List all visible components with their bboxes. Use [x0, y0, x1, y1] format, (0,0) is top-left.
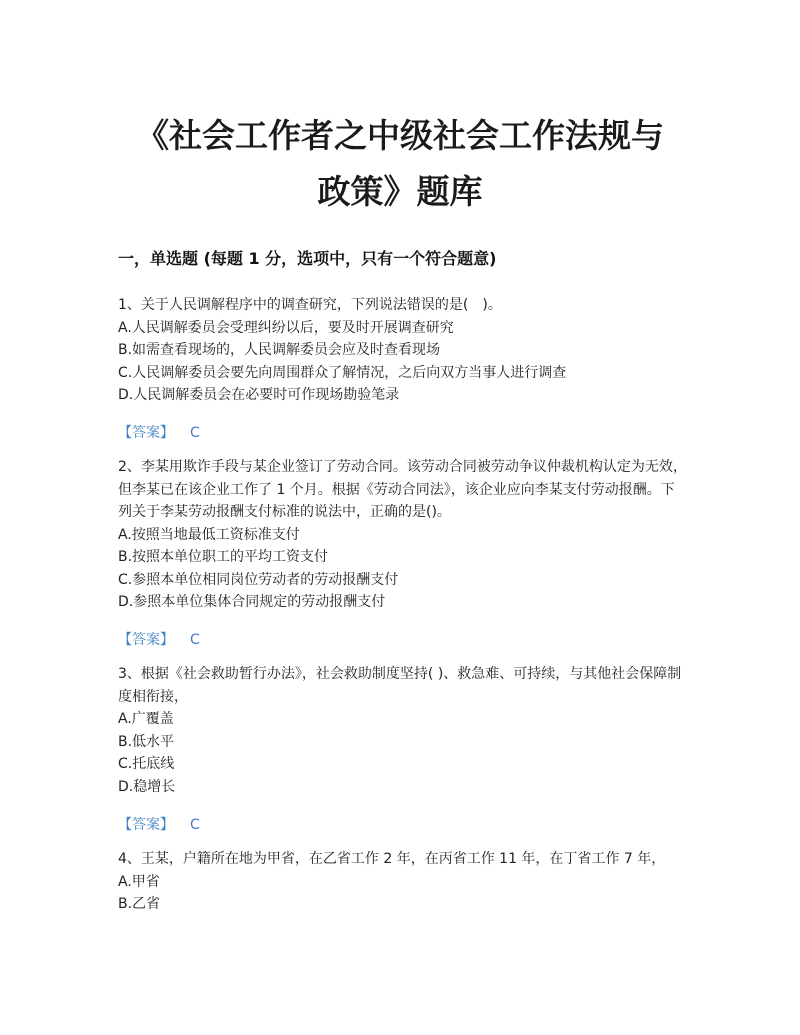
- option-b: B.如需查看现场的，人民调解委员会应及时查看现场: [118, 342, 441, 358]
- question-stem: 1、关于人民调解程序中的调查研究，下列说法错误的是( )。: [118, 297, 502, 313]
- option-b: B.低水平: [118, 733, 175, 750]
- option-c: C.托底线: [118, 756, 175, 772]
- answer-2: [118, 629, 200, 649]
- option-a: A.按照当地最低工资标准支付: [118, 526, 300, 543]
- question-2: [118, 456, 688, 614]
- option-a: A.人民调解委员会受理纠纷以后，要及时开展调查研究: [118, 319, 454, 336]
- title-line-2: 政策》题库: [317, 172, 483, 211]
- answer-value: C: [190, 425, 200, 441]
- option-d: D.稳增长: [118, 778, 176, 795]
- option-b: B.按照本单位职工的平均工资支付: [118, 549, 329, 565]
- answer-label: 【答案】: [118, 425, 174, 441]
- option-b: B.乙省: [118, 896, 161, 912]
- option-c: C.人民调解委员会要先向周围群众了解情况，之后向双方当事人进行调查: [118, 364, 567, 381]
- answer-label: 【答案】: [118, 632, 174, 648]
- question-1: [118, 294, 688, 407]
- answer-3: [118, 814, 200, 834]
- answer-value: C: [190, 817, 200, 833]
- option-d: D.参照本单位集体合同规定的劳动报酬支付: [118, 594, 386, 610]
- question-stem: 3、根据《社会救助暂行办法》，社会救助制度坚持( )、救急难、可持续，与其他社会保障制度相衔接，: [118, 666, 682, 705]
- question-4: [118, 848, 688, 916]
- option-d: D.人民调解委员会在必要时可作现场勘验笔录: [118, 387, 400, 403]
- page-title: [60, 108, 740, 220]
- question-3: [118, 663, 688, 798]
- answer-value: C: [190, 632, 200, 648]
- title-line-1: 《社会工作者之中级社会工作法规与: [136, 116, 664, 155]
- question-stem: 4、王某，户籍所在地为甲省，在乙省工作 2 年，在丙省工作 11 年，在丁省工作 7 年，: [118, 851, 666, 867]
- question-stem: 2、李某用欺诈手段与某企业签订了劳动合同。该劳动合同被劳动争议仲裁机构认定为无效，但李某已在该企业工作了 1 个月。根据《劳动合同法》，该企业应向李某支付劳动报酬。下列关于李某劳动报酬支付标准的说法中，正确的是()。: [118, 459, 687, 520]
- answer-1: [118, 422, 200, 442]
- option-a: A.广覆盖: [118, 711, 174, 727]
- answer-label: 【答案】: [118, 817, 174, 833]
- option-c: C.参照本单位相同岗位劳动者的劳动报酬支付: [118, 571, 399, 588]
- option-a: A.甲省: [118, 873, 160, 890]
- section-heading: 一，单选题 (每题 1 分，选项中，只有一个符合题意): [118, 249, 497, 268]
